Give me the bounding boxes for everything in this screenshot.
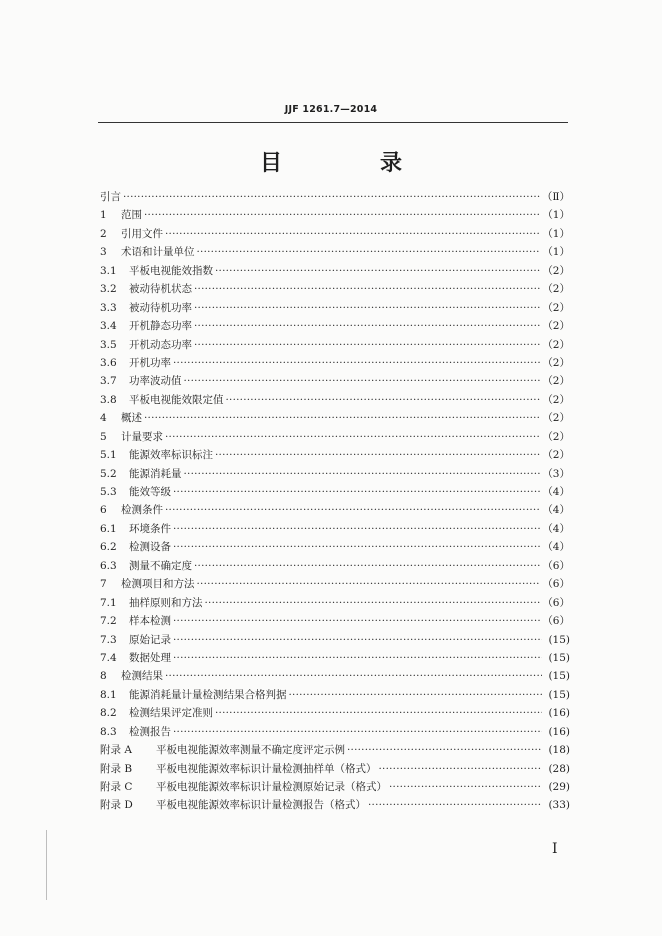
toc-entry-title: 平板电视能源效率标识计量检测原始记录（格式） [156,781,387,793]
toc-entry-page: （3） [542,467,570,480]
toc-entry[interactable] [100,687,570,705]
toc-entry-number: 5 [100,430,107,443]
toc-entry-title: 开机静态功率 [129,320,192,333]
toc-entry-page: （4） [542,541,570,554]
toc-entry-title: 样本检测 [129,615,171,628]
toc-entry-page: （1） [542,227,570,240]
toc-entry-page: （1） [542,209,570,222]
toc-entry-title: 能源消耗量计量检测结果合格判据 [129,688,287,701]
toc-entry[interactable] [100,779,570,797]
toc-entry-title: 开机功率 [129,356,171,369]
dot-leader [194,339,540,351]
toc-entry[interactable] [100,576,570,594]
dot-leader [205,597,541,609]
toc-entry-title: 数据处理 [129,651,171,664]
toc-entry[interactable] [100,668,570,686]
toc-entry[interactable] [100,742,570,760]
toc-entry-page: (29) [548,781,570,793]
toc-entry-page: （2） [542,283,570,296]
dot-leader [197,246,541,258]
dot-leader [165,670,542,682]
dot-leader [144,209,540,221]
toc-entry-page: （6） [542,615,570,628]
toc-entry-page: （Ⅱ） [541,191,570,203]
toc-entry-title: 能源效率标识标注 [129,449,213,462]
dot-leader [123,191,540,203]
toc-entry-number: 附录 D [100,799,133,812]
toc-entry-number: 3.6 [100,356,117,369]
toc-entry-page: (15) [548,633,570,646]
toc-entry-title: 抽样原则和方法 [129,596,203,609]
toc-entry-number: 7.4 [100,651,117,664]
toc-entry-title: 原始记录 [129,633,171,646]
toc-entry[interactable] [100,724,570,742]
toc-entry-number: 3.7 [100,375,117,388]
toc-entry-number: 附录 C [100,781,133,793]
toc-entry-title: 检测条件 [121,504,163,517]
toc-entry-title: 功率波动值 [129,375,182,388]
toc-entry-page: （2） [542,393,570,406]
toc-entry-page: （2） [542,449,570,462]
toc-entry[interactable] [100,705,570,723]
toc-entry[interactable] [100,226,570,244]
dot-leader [215,449,540,461]
dot-leader [194,560,540,572]
toc-entry[interactable] [100,337,570,355]
toc-entry-page: （2） [542,264,570,277]
toc-entry-number: 8.3 [100,725,117,738]
toc-entry-page: （6） [542,559,570,572]
toc-entry[interactable] [100,650,570,668]
toc-entry-title: 能源消耗量 [129,467,182,480]
toc-entry[interactable] [100,558,570,576]
dot-leader [194,320,540,332]
toc-entry-title: 范围 [121,209,142,222]
toc-entry[interactable] [100,410,570,428]
dot-leader [144,412,540,424]
dot-leader [194,283,540,295]
toc-entry-number: 6.1 [100,522,117,535]
toc-entry[interactable] [100,189,570,207]
toc-entry[interactable] [100,447,570,465]
dot-leader [215,265,540,277]
dot-leader [173,486,540,498]
toc-entry-page: (33) [548,799,570,812]
dot-leader [379,763,543,775]
toc-entry-page: （2） [542,375,570,388]
toc-entry-title: 平板电视能源效率标识计量检测报告（格式） [156,799,366,812]
toc-entry-number: 3.2 [100,283,117,296]
toc-entry-number: 2 [100,227,107,240]
toc-entry-title: 引用文件 [121,227,163,240]
toc-entry[interactable] [100,263,570,281]
toc-entry-title: 检测报告 [129,725,171,738]
toc-entry-page: （6） [542,578,570,591]
dot-leader [184,375,541,387]
toc-entry-page: （4） [542,486,570,498]
dot-leader [173,523,540,535]
toc-entry-title: 平板电视能源效率测量不确定度评定示例 [156,744,345,757]
dot-leader [368,799,542,811]
dot-leader [165,228,540,240]
toc-entry-page: （2） [542,338,570,351]
dot-leader [389,781,542,793]
toc-entry-page: (28) [548,762,570,775]
dot-leader [289,689,543,701]
toc-entry-title: 检测结果评定准则 [129,707,213,720]
toc-entry-number: 附录 A [100,744,132,757]
dot-leader [173,541,540,553]
toc-entry[interactable] [100,502,570,520]
dot-leader [165,504,540,516]
table-of-contents [100,189,570,816]
toc-entry[interactable] [100,797,570,815]
toc-entry-number: 5.2 [100,467,117,480]
dot-leader [226,394,541,406]
toc-entry[interactable] [100,632,570,650]
toc-entry[interactable] [100,355,570,373]
toc-entry[interactable] [100,429,570,447]
dot-leader [173,357,540,369]
toc-entry-page: (18) [548,744,570,757]
page-title: 目 录 [259,150,440,176]
toc-entry-title: 能效等级 [129,486,171,498]
toc-entry-number: 1 [100,209,107,222]
toc-entry[interactable] [100,761,570,779]
toc-entry-number: 5.3 [100,486,117,498]
toc-entry[interactable] [100,484,570,502]
toc-entry-page: （2） [542,356,570,369]
toc-entry-number: 8.1 [100,688,117,701]
toc-entry-number: 3.3 [100,301,117,314]
toc-entry[interactable] [100,244,570,262]
toc-entry-number: 7.2 [100,615,117,628]
toc-entry-number: 8.2 [100,707,117,720]
toc-entry[interactable] [100,595,570,613]
toc-entry-title: 平板电视能效指数 [129,264,213,277]
scan-edge-line [46,830,47,900]
toc-entry[interactable] [100,300,570,318]
toc-entry-page: (16) [548,725,570,738]
toc-entry-page: (16) [548,707,570,720]
toc-entry-number: 3.1 [100,264,117,277]
dot-leader [184,468,541,480]
toc-entry[interactable] [100,539,570,557]
toc-entry-number: 6.3 [100,559,117,572]
toc-entry-title: 术语和计量单位 [121,246,195,259]
dot-leader [194,302,540,314]
toc-entry-number: 7.3 [100,633,117,646]
toc-entry-title: 被动待机状态 [129,283,192,296]
toc-entry-number: 8 [100,670,107,683]
dot-leader [347,744,542,756]
toc-entry-page: （1） [542,246,570,259]
header-rule [98,122,568,123]
dot-leader [197,578,541,590]
toc-entry[interactable] [100,466,570,484]
dot-leader [165,431,540,443]
toc-entry-page: (15) [548,688,570,701]
dot-leader [173,726,542,738]
toc-entry-number: 3.8 [100,393,117,406]
toc-entry-page: （2） [542,320,570,333]
toc-entry-number: 7 [100,578,107,591]
dot-leader [173,652,542,664]
toc-entry-number: 6.2 [100,541,117,554]
toc-entry-title: 环境条件 [129,522,171,535]
toc-entry[interactable] [100,281,570,299]
toc-entry[interactable] [100,521,570,539]
toc-entry-number: 附录 B [100,762,133,775]
toc-entry-title: 测量不确定度 [129,559,192,572]
toc-entry-number: 5.1 [100,449,117,462]
document-code: JJF 1261.7—2014 [284,104,378,115]
dot-leader [173,634,542,646]
toc-entry-page: (15) [548,651,570,664]
toc-entry-page: （2） [542,301,570,314]
toc-entry-title: 引言 [100,191,121,203]
dot-leader [173,615,540,627]
toc-entry-title: 平板电视能源效率标识计量检测抽样单（格式） [156,762,377,775]
toc-entry-title: 平板电视能效限定值 [129,393,224,406]
page-number: I [552,841,558,857]
toc-entry-page: （4） [542,504,570,517]
toc-entry[interactable] [100,613,570,631]
toc-entry-title: 概述 [121,412,142,425]
dot-leader [215,707,542,719]
toc-entry-number: 4 [100,412,107,425]
toc-entry-page: （4） [542,522,570,535]
toc-entry-title: 检测结果 [121,670,163,683]
toc-entry-number: 7.1 [100,596,117,609]
toc-entry[interactable] [100,207,570,225]
toc-entry-number: 3.4 [100,320,117,333]
toc-entry-title: 检测项目和方法 [121,578,195,591]
toc-entry-title: 检测设备 [129,541,171,554]
toc-entry-title: 被动待机功率 [129,301,192,314]
toc-entry-number: 3.5 [100,338,117,351]
toc-entry-title: 计量要求 [121,430,163,443]
toc-entry-page: (15) [548,670,570,683]
toc-entry-page: （2） [542,430,570,443]
toc-entry-number: 6 [100,504,107,517]
toc-entry-page: （2） [542,412,570,425]
toc-entry[interactable] [100,373,570,391]
toc-entry[interactable] [100,318,570,336]
toc-entry-title: 开机动态功率 [129,338,192,351]
toc-entry-number: 3 [100,246,107,259]
toc-entry[interactable] [100,392,570,410]
toc-entry-page: （6） [542,596,570,609]
